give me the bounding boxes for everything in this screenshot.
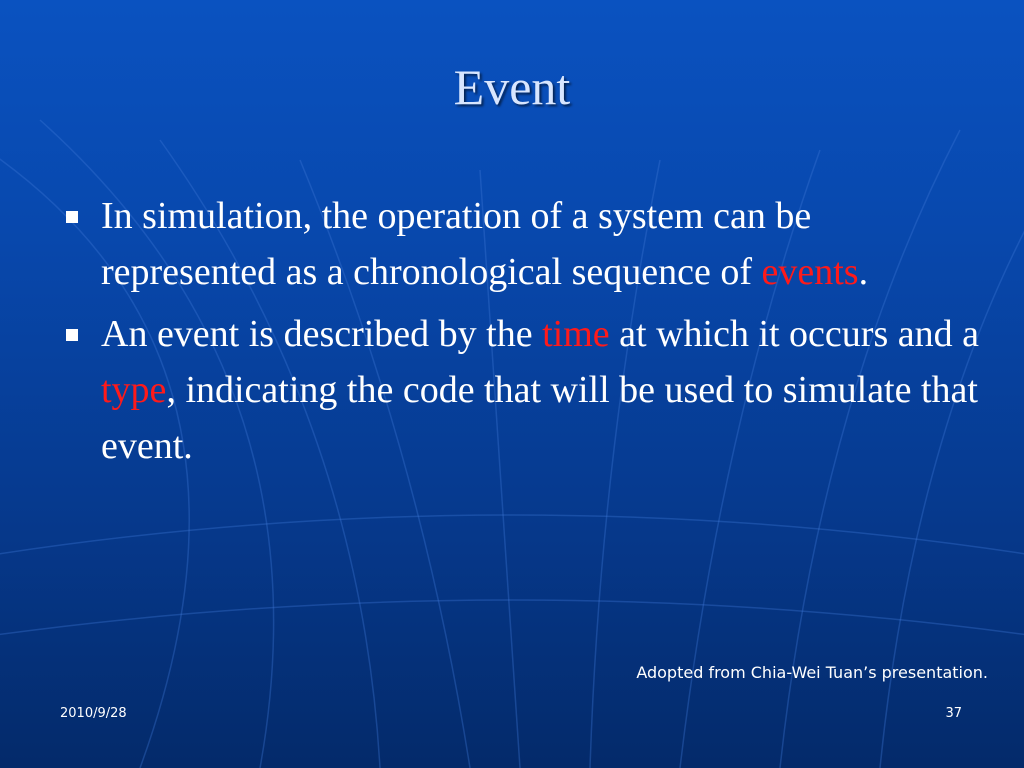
bullet-text: , indicating the code that will be used to simulate that event. [101,369,978,467]
highlighted-term: time [542,313,610,355]
footer-date: 2010/9/28 [60,706,127,721]
bullet-text: In simulation, the operation of a system can be represented as a chronological sequence of [101,195,812,293]
bullet-text: An event is described by the [101,313,543,355]
slide-title: Event [453,59,571,115]
bullet-text: . [858,251,869,293]
square-bullet-icon [66,329,78,341]
highlighted-term: events [761,251,859,293]
bullet-list [60,188,980,480]
highlighted-term: type [101,369,167,411]
bullet-item [60,188,980,300]
square-bullet-icon [66,211,78,223]
bullet-text: at which it occurs and a [609,313,979,355]
page-number: 37 [945,706,962,721]
attribution-note: Adopted from Chia-Wei Tuan’s presentation. [636,663,988,682]
bullet-item [60,306,980,474]
